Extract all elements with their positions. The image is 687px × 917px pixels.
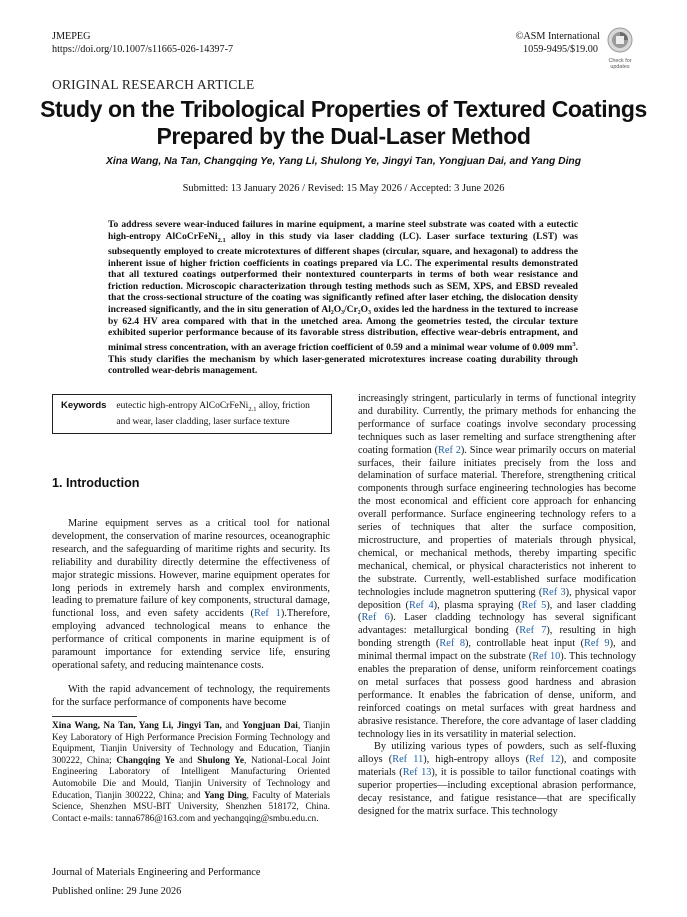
- abstract-text-4: . This study clarifies the mechanism by which laser-generated microtextures increase coating durability through controlled wear-debris management.: [108, 342, 578, 377]
- footer-published: Published online: 29 June 2026: [52, 886, 182, 897]
- text: ), and composite materials (: [358, 754, 636, 779]
- authors: Xina Wang, Na Tan, Changqing Ye, Yang Li, Shulong Ye, Jingyi Tan, Yongjuan Dai, and Yang Ding: [105, 156, 582, 167]
- page-title: [30, 96, 657, 150]
- doi-link[interactable]: https://doi.org/10.1007/s11665-026-14397-7: [52, 44, 234, 55]
- journal-code: JMEPEG: [52, 31, 91, 42]
- keywords-text-1: eutectic high-entropy AlCoCrFeNi: [116, 401, 249, 411]
- paragraph: [52, 518, 330, 673]
- text: ).Therefore, employing advanced technological means to enhance the performance of critical components in marine equipment is of paramount importance for extending service life, ensuring operational safety, and reducing maintenance costs.: [52, 608, 330, 671]
- affiliations: [52, 721, 330, 825]
- keywords-label: Keywords: [61, 400, 107, 411]
- text: ), high-entropy alloys (: [423, 754, 530, 766]
- text: , Tianjin Key Laboratory of High Performance Precision Forming Technology and Equipment, Tianjin University of Technology and Education, Tianjin 300222, China;: [52, 721, 330, 766]
- paragraph: With the rapid advancement of technology, the requirements for the surface performance of components have become: [52, 683, 330, 708]
- footnote-rule: [52, 716, 137, 717]
- text: ), plasma spraying (: [433, 599, 522, 611]
- issn-price: 1059-9495/$19.00: [523, 44, 598, 55]
- keywords-text: [116, 400, 323, 428]
- ref-link[interactable]: Ref 11: [392, 754, 424, 766]
- ref-link[interactable]: Ref 10: [532, 651, 561, 663]
- text: ). Laser cladding technology has several significant advantages: metallurgical bonding (: [358, 612, 637, 637]
- affil-name: Changqing Ye: [116, 755, 175, 766]
- badge-line2: updates: [610, 64, 630, 70]
- section-heading: 1. Introduction: [52, 476, 140, 490]
- abstract-text-2: alloy in this study via laser cladding (LC). Laser surface texturing (LST) was subsequently employed to create microtextures of different shapes (circular, square, and hexagonal) to address the inherent issue of higher friction coefficients in coatings prepared via LC. The experimental results demonstrated that all textured coatings outperformed their nontextured counterparts in terms of both wear resistance and friction reduction. Microscopic characterization through testing methods such as SEM, XPS, and EBSD revealed that the cross-sectional structure of the coating was significantly refined after laser etching, the dislocation density increased significantly, and the in situ generation of: [108, 230, 578, 316]
- keywords-sub: 2.1: [248, 405, 257, 413]
- text: ). Since wear primarily occurs on material surfaces, their failure initiates precisely from the loss and delamination of surface material. Therefore, strengthening critical components through surface engineering technologies has become the most economical and efficient core approach for enhancing overall performance. Surface engineering technology refers to a series of techniques that alter the surface composition, microstructure, and properties of materials through physical, chemical, or mechanical methods, thereby imparting specific mechanical, chemical, or physical characteristics not inherent to the substrate. Currently, well-established surface modification technologies include magnetron sputtering (: [358, 444, 636, 598]
- copyright: ©ASM International: [515, 31, 600, 42]
- ref-link[interactable]: Ref 4: [408, 599, 434, 611]
- text: Marine equipment serves as a critical tool for national development, the conservation of marine resources, oceanographic research, and the safeguarding of maritime rights and security. Its reliability and durability directly determine the effectiveness of major strategic missions. However, marine equipment operates for long periods in extremely harsh and complex environments, leading to premature failure of key components, structural damage, functional loss, and even safety accidents (: [52, 518, 330, 620]
- affil-name: Yang Ding: [203, 790, 247, 801]
- keywords-text-2: alloy, friction and wear, laser cladding, laser surface texture: [116, 401, 310, 427]
- keywords-box: [52, 394, 332, 434]
- text: ), it is possible to tailor functional coatings with superior properties—including exceptional abrasion performance, decay resistance, and fatigue resistance—that are specifically designed for the matrix surface. This technology: [358, 767, 636, 817]
- ref-link[interactable]: Ref 12: [529, 754, 561, 766]
- text: ). This technology enables the preparation of dense, uniform reinforcement coatings on metal surfaces that possess good hardness and abrasion performance. It enables the fabrication of dense, uniform, and reinforced coatings on metal surfaces with great hardness and abrasive resistance. Therefore, the core advantage of laser cladding technology lies in its versatility in material selection.: [358, 651, 636, 740]
- text: increasingly stringent, particularly in terms of functional integrity and durability. Currently, the primary methods for enhancing the performance of surface coatings involve secondary processing techniques such as laser remelting and surface strengthening after coating formation (: [358, 393, 636, 456]
- text: ), controllable heat input (: [464, 638, 585, 650]
- affil-names: Xina Wang, Na Tan, Yang Li, Jingyi Tan,: [52, 721, 222, 731]
- left-column: [52, 518, 330, 710]
- text: and: [174, 755, 198, 766]
- text: , Faculty of Materials Science, Shenzhen MSU-BIT University, Shenzhen 518172, China. Contact e-mails: tanna6786@163.com and yechangqing@smbu.edu.cn.: [52, 790, 331, 824]
- text: , National-Local Joint Engineering Laboratory of Intelligent Manufacturing Oriented Automobile Die and Mould, Tianjin University of Technology and Education, Tianjin 300222, China; and: [52, 755, 331, 801]
- ref-link[interactable]: Ref 6: [361, 612, 390, 624]
- text: ), physical vapor deposition (: [358, 586, 637, 611]
- abstract-text-1: To address severe wear-induced failures in marine equipment, a marine steel substrate was coated with a eutectic high-entropy: [108, 219, 578, 242]
- abstract-alloy-sub: 2.1: [217, 236, 226, 244]
- affil-name: Yongjuan Dai: [242, 721, 298, 731]
- abstract-alloy: AlCoCrFeNi: [165, 230, 218, 242]
- paragraph: [358, 741, 636, 818]
- text: ), and minimal thermal impact on the substrate (: [358, 638, 636, 663]
- article-type: ORIGINAL RESEARCH ARTICLE: [52, 77, 255, 92]
- text: By utilizing various types of powders, such as self-fluxing alloys (: [358, 741, 636, 766]
- right-column: [358, 393, 636, 819]
- abstract-text-3: oxides led the hardness in the textured to increase by 62.4 HV area compared with that in the unetched area. Among the geometries tested, the circular texture exhibited superior performance because of its favorable stress distribution, effective wear-debris entrapment, and minimal stress concentration, with an average friction coefficient of 0.59 and a minimal wear volume of 0.009 mm: [108, 304, 578, 354]
- abstract-oxide: Al₂O₃/Cr₂O₃: [321, 304, 371, 316]
- affil-name: Shulong Ye: [197, 755, 244, 766]
- footer-journal: Journal of Materials Engineering and Performance: [52, 867, 261, 878]
- title-line1: Study on the Tribological Properties of Textured Coatings: [40, 96, 647, 122]
- ref-link[interactable]: Ref 5: [521, 599, 547, 611]
- ref-link[interactable]: Ref 1: [253, 608, 281, 620]
- ref-link[interactable]: Ref 13: [402, 767, 432, 779]
- badge-line1: Check for: [608, 58, 632, 64]
- check-for-updates-badge[interactable]: [603, 27, 637, 69]
- dates: Submitted: 13 January 2026 / Revised: 15 May 2026 / Accepted: 3 June 2026: [182, 183, 505, 194]
- ref-link[interactable]: Ref 8: [439, 638, 465, 650]
- ref-link[interactable]: Ref 9: [584, 638, 610, 650]
- paragraph: [358, 393, 636, 741]
- abstract-sup: 3: [572, 340, 576, 348]
- ref-link[interactable]: Ref 7: [519, 625, 547, 637]
- text: ), resulting in high bonding strength (: [358, 625, 637, 650]
- text: and: [221, 721, 243, 731]
- ref-link[interactable]: Ref 2: [438, 444, 461, 456]
- title-line2: Prepared by the Dual-Laser Method: [156, 123, 531, 149]
- text: ), and laser cladding (: [358, 599, 637, 624]
- abstract: [108, 219, 578, 377]
- check-for-updates-icon: [603, 27, 637, 53]
- ref-link[interactable]: Ref 3: [542, 586, 566, 598]
